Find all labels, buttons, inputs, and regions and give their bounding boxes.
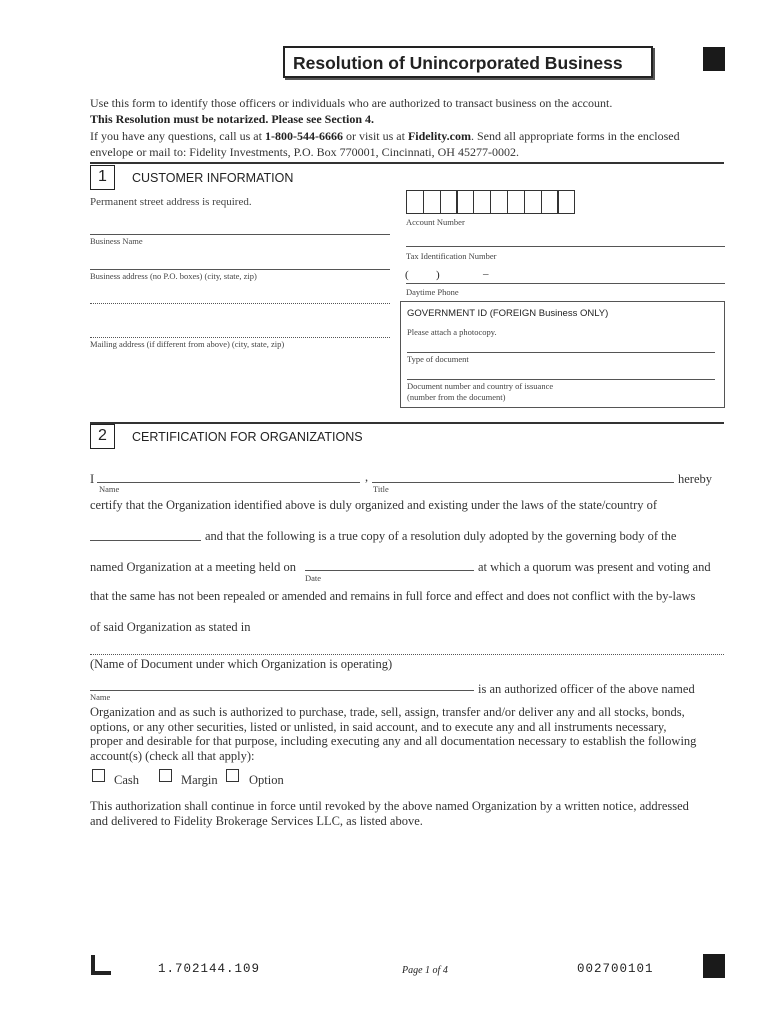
account-number-box[interactable] <box>490 190 508 214</box>
cert-i: I <box>90 472 95 486</box>
account-number-box[interactable] <box>541 190 559 214</box>
registration-mark-bottom <box>703 954 725 978</box>
option-label: Option <box>249 773 284 787</box>
section2-rule <box>90 422 724 424</box>
continuation-line: This authorization shall continue in force until revoked by the above named Organization by a written notice, addressed <box>90 799 689 813</box>
intro-phone: 1-800-544-6666 <box>264 129 343 143</box>
account-number-box[interactable] <box>557 190 575 214</box>
cert-true-copy-text: and that the following is a true copy of a resolution duly adopted by the governing body of the <box>205 529 677 543</box>
section1-number: 1 <box>98 168 107 185</box>
account-number-boxes[interactable] <box>406 190 574 214</box>
barcode-number: 002700101 <box>577 962 654 976</box>
authority-line: proper and desirable for that purpose, including executing any and all documentation necessary to establish the following <box>90 734 697 748</box>
government-id-heading: GOVERNMENT ID (FOREIGN Business ONLY) <box>407 308 609 319</box>
section1-number-box <box>90 165 115 190</box>
tax-id-label: Tax Identification Number <box>406 251 497 261</box>
meeting-date-label: Date <box>305 573 322 583</box>
continuation-line: and delivered to Fidelity Brokerage Services LLC, as listed above. <box>90 813 423 828</box>
account-number-box[interactable] <box>524 190 542 214</box>
cert-said-org-text: of said Organization as stated in <box>90 620 251 634</box>
corner-mark-bottom-left <box>91 955 111 975</box>
certifier-name-field[interactable] <box>97 482 360 483</box>
mailing-address-label: Mailing address (if different from above) (city, state, zip) <box>90 339 285 349</box>
cert-meeting-text: named Organization at a meeting held on <box>90 560 296 574</box>
cert-comma: , <box>365 470 369 484</box>
margin-checkbox[interactable] <box>159 769 172 782</box>
state-country-field[interactable] <box>90 540 201 541</box>
authority-line: options, or any other securities, listed or unlisted, in said account, and to execute any and all instruments necessary, <box>90 719 667 734</box>
authority-line: account(s) (check all that apply): <box>90 748 255 763</box>
registration-mark-top <box>703 47 725 71</box>
section1-heading: CUSTOMER INFORMATION <box>132 171 294 185</box>
intro-website-link[interactable]: Fidelity.com <box>407 129 471 143</box>
authority-paragraph <box>90 705 696 763</box>
cert-certify-text: certify that the Organization identified above is duly organized and existing under the laws of the state/country of <box>90 498 658 512</box>
cert-hereby: hereby <box>678 472 713 486</box>
authorized-officer-name-field[interactable] <box>90 690 474 691</box>
address-required-note: Permanent street address is required. <box>90 196 252 208</box>
certifier-title-field[interactable] <box>372 482 674 483</box>
account-number-box[interactable] <box>423 190 441 214</box>
cert-not-repealed-text: that the same has not been repealed or amended and remains in full force and effect and does not conflict with the by-laws <box>90 589 696 603</box>
daytime-phone-field[interactable] <box>406 283 725 284</box>
authorized-officer-name-label: Name <box>90 692 111 702</box>
phone-dash: – <box>483 268 489 280</box>
account-number-box[interactable] <box>456 190 474 214</box>
business-address-label: Business address (no P.O. boxes) (city, state, zip) <box>90 271 257 281</box>
intro-contact <box>90 129 680 144</box>
document-type-label: Type of document <box>407 354 469 364</box>
document-number-sublabel: (number from the document) <box>407 392 506 402</box>
document-type-field[interactable] <box>407 352 715 353</box>
phone-open-paren: ( <box>405 269 409 281</box>
account-number-box[interactable] <box>473 190 491 214</box>
certifier-name-label: Name <box>99 484 120 494</box>
cert-quorum-text: at which a quorum was present and voting and <box>478 560 711 574</box>
section2-number-box <box>90 424 115 449</box>
authority-line: Organization and as such is authorized to purchase, trade, sell, assign, transfer and/or deliver any and all stocks, bonds, <box>90 705 685 719</box>
document-number-label: Document number and country of issuance <box>407 381 554 391</box>
government-id-note: Please attach a photocopy. <box>407 327 497 337</box>
phone-close-paren: ) <box>436 269 440 281</box>
section1-rule <box>90 162 724 164</box>
daytime-phone-label: Daytime Phone <box>406 287 459 297</box>
document-number-field[interactable] <box>407 379 715 380</box>
mailing-address-field[interactable] <box>90 337 390 338</box>
intro-contact-a: If you have any questions, call us at <box>90 129 265 143</box>
authorized-officer-text: is an authorized officer of the above named <box>478 682 695 696</box>
business-name-label: Business Name <box>90 236 143 246</box>
certifier-title-label: Title <box>373 484 389 494</box>
account-number-label: Account Number <box>406 217 465 227</box>
continuation-paragraph <box>90 799 689 828</box>
government-id-box <box>400 301 725 408</box>
intro-contact-c: . Send all appropriate forms in the enclosed <box>470 129 680 143</box>
cash-checkbox[interactable] <box>92 769 105 782</box>
intro-line1: Use this form to identify those officers or individuals who are authorized to transact business on the account. <box>90 96 613 110</box>
business-name-field[interactable] <box>90 234 390 235</box>
form-title-box <box>283 46 653 78</box>
option-checkbox[interactable] <box>226 769 239 782</box>
intro-notarize-note: This Resolution must be notarized. Please see Section 4. <box>90 112 374 126</box>
account-number-box[interactable] <box>406 190 424 214</box>
cash-label: Cash <box>114 773 139 787</box>
margin-label: Margin <box>181 773 218 787</box>
section2-heading: CERTIFICATION FOR ORGANIZATIONS <box>132 430 363 444</box>
form-code: 1.702144.109 <box>158 962 261 976</box>
account-number-box[interactable] <box>440 190 458 214</box>
section2-number: 2 <box>98 427 107 444</box>
page-number: Page 1 of 4 <box>402 965 448 976</box>
meeting-date-field[interactable] <box>305 570 474 571</box>
intro-contact-b: or visit us at <box>342 129 408 143</box>
governing-document-field[interactable] <box>90 654 724 655</box>
governing-document-label: (Name of Document under which Organization is operating) <box>90 657 393 671</box>
business-address-field[interactable] <box>90 269 390 270</box>
form-title: Resolution of Unincorporated Business <box>293 53 623 73</box>
tax-id-field[interactable] <box>406 246 725 247</box>
account-number-box[interactable] <box>507 190 525 214</box>
business-address-field-2[interactable] <box>90 303 390 304</box>
intro-mail-address: envelope or mail to: Fidelity Investments, P.O. Box 770001, Cincinnati, OH 45277-0002. <box>90 145 519 159</box>
